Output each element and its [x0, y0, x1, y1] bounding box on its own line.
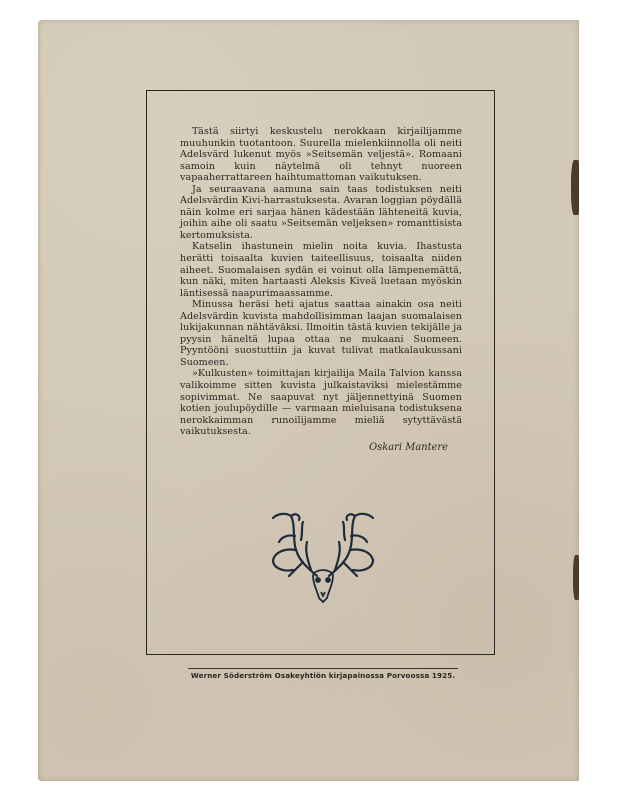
paragraph: »Kulkusten» toimittajan kirjailija Maila Talvion kanssa valikoimme sitten kuvista julkaistaviksi mielestämme sopivimmat. Ne saapuvat nyt jäljennettyinä Suomen kotien joulupöydille — varmaan mieluisana todistuksena nerokkaimman runoilijamme mieliä sytyttävästä vaikutuksesta.	[180, 368, 462, 438]
book-page	[38, 20, 579, 781]
spine-wear-mark	[571, 160, 579, 215]
paragraph: Minussa heräsi heti ajatus saattaa ainakin osa neiti Adelsvärdin kuvista mahdollisimman laajan suomalaisen lukijakunnan nähtäväksi. Ilmoitin tästä kuvien tekijälle ja pyysin häneltä lupaa ottaa ne mukaani Suomeen. Pyyntööni suostuttiin ja kuvat tulivat matkalaukussani Suomeen.	[180, 299, 462, 368]
article-text	[180, 126, 462, 453]
paragraph: Ja seuraavana aamuna sain taas todistuksen neiti Adelsvärdin Kivi-harrastuksesta. Avaran loggian pöydällä näin kolme eri sarjaa hänen kädestään lähteneitä kuvia, joihin aihe oli saatu »Seitsemän veljeksen» romanttisista kertomuksista.	[180, 183, 462, 241]
paragraph: Katselin ihastunein mielin noita kuvia. Ihastusta herätti toisaalta kuvien taiteellisuus, toisaalta niiden aiheet. Suomalaisen sydän ei voinut olla lämpenemättä, kun näki, miten hartaasti Aleksis Kiveä luetaan myöskin läntisessä naapurimaassamme.	[180, 241, 462, 299]
spine-wear-mark	[573, 555, 579, 600]
author-signature: Oskari Mantere	[369, 441, 448, 453]
printer-imprint: Werner Söderström Osakeyhtiön kirjapainossa Porvoossa 1925.	[188, 668, 458, 680]
paragraph: Tästä siirtyi keskustelu nerokkaan kirjailijamme muuhunkin tuotantoon. Suurella mielenkiinnolla oli neiti Adelsvärd lukenut myös »Seitsemän veljestä». Romaani samoin kuin näytelmä oli tehnyt nuoreen vapaaherrattareen haihtumattoman vaikutuksen.	[180, 126, 462, 184]
deer-antler-skull-icon	[263, 506, 383, 606]
